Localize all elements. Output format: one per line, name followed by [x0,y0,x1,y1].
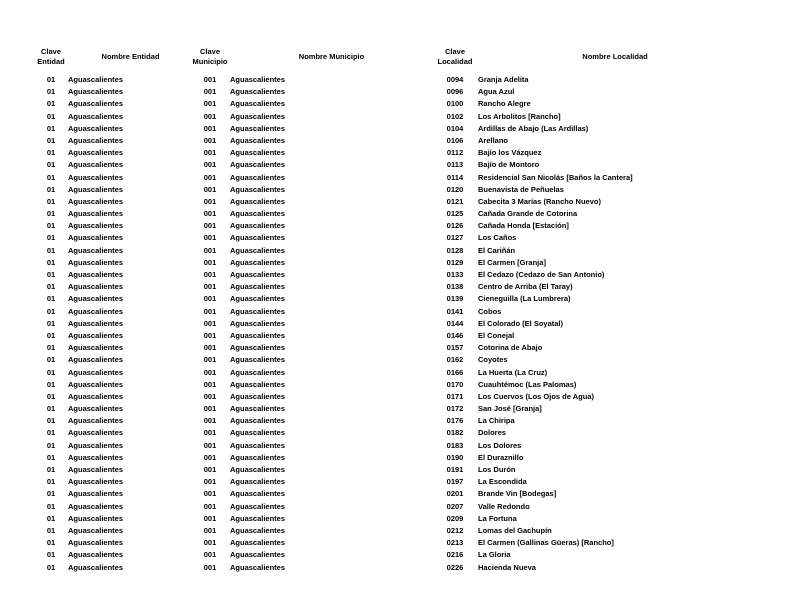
clave-municipio-cell: 001 [203,111,217,121]
clave-entidad-cell: 01 [46,391,56,401]
nombre-localidad-cell: Los Cuervos (Los Ojos de Agua) [478,391,594,401]
clave-entidad-cell: 01 [46,355,56,365]
table-row [36,281,758,293]
table-header-row [36,44,758,70]
nombre-entidad-cell: Aguascalientes [68,452,124,462]
nombre-municipio-cell: Aguascalientes [230,148,286,158]
nombre-municipio-cell: Aguascalientes [230,550,286,560]
table-row [36,415,758,427]
header-clave-entidad: Clave Entidad [37,47,65,66]
nombre-municipio-cell: Aguascalientes [230,99,286,109]
table-row [36,123,758,135]
nombre-municipio-cell: Aguascalientes [230,440,286,450]
table-row [36,330,758,342]
clave-entidad-cell: 01 [46,318,56,328]
clave-localidad-cell: 0207 [446,501,464,511]
nombre-localidad-cell: El Carmen (Gallinas Güeras) [Rancho] [478,538,614,548]
table-row [36,318,758,330]
nombre-localidad-cell: Cañada Grande de Cotorina [478,209,578,219]
table-row [36,525,758,537]
table-row [36,537,758,549]
table-row [36,172,758,184]
clave-entidad-cell: 01 [46,221,56,231]
clave-municipio-cell: 001 [203,306,217,316]
nombre-localidad-cell: Ardillas de Abajo (Las Ardillas) [478,123,589,133]
table-row [36,232,758,244]
table-row [36,208,758,220]
table-row [36,501,758,513]
clave-entidad-cell: 01 [46,562,56,572]
clave-municipio-cell: 001 [203,538,217,548]
nombre-localidad-cell: Cobos [478,306,502,316]
nombre-entidad-cell: Aguascalientes [68,501,124,511]
clave-entidad-cell: 01 [46,477,56,487]
table-row [36,427,758,439]
nombre-entidad-cell: Aguascalientes [68,440,124,450]
clave-municipio-cell: 001 [203,209,217,219]
nombre-municipio-cell: Aguascalientes [230,184,286,194]
nombre-entidad-cell: Aguascalientes [68,282,124,292]
nombre-entidad-cell: Aguascalientes [68,465,124,474]
clave-entidad-cell: 01 [46,379,56,389]
nombre-localidad-cell: Buenavista de Peñuelas [478,184,564,194]
nombre-localidad-cell: El Colorado (El Soyatal) [478,318,564,328]
nombre-municipio-cell: Aguascalientes [230,404,286,414]
table-row [36,147,758,159]
table-row [36,111,758,123]
clave-municipio-cell: 001 [203,513,217,523]
clave-localidad-cell: 0201 [446,489,464,499]
table-row [36,354,758,366]
nombre-municipio-cell: Aguascalientes [230,465,286,474]
nombre-entidad-cell: Aguascalientes [68,148,124,158]
nombre-municipio-cell: Aguascalientes [230,477,286,487]
clave-entidad-cell: 01 [46,489,56,499]
nombre-entidad-cell: Aguascalientes [68,343,124,353]
clave-municipio-cell: 001 [203,379,217,389]
clave-municipio-cell: 001 [203,75,217,84]
nombre-municipio-cell: Aguascalientes [230,160,286,170]
nombre-municipio-cell: Aguascalientes [230,209,286,219]
clave-municipio-cell: 001 [203,160,217,170]
nombre-municipio-cell: Aguascalientes [230,379,286,389]
nombre-localidad-cell: Brande Vin [Bodegas] [478,489,557,499]
clave-municipio-cell: 001 [203,501,217,511]
clave-municipio-cell: 001 [203,135,217,145]
clave-municipio-cell: 001 [203,452,217,462]
clave-localidad-cell: 0100 [446,99,464,109]
nombre-municipio-cell: Aguascalientes [230,270,286,279]
table-row [36,257,758,269]
nombre-localidad-cell: Residencial San Nicolás [Baños la Cantera] [478,172,633,182]
nombre-localidad-cell: El Carmen [Granja] [478,257,546,267]
clave-municipio-cell: 001 [203,294,217,304]
table-row [36,86,758,98]
nombre-municipio-cell: Aguascalientes [230,75,286,84]
clave-localidad-cell: 0157 [446,343,464,353]
table-row [36,549,758,561]
clave-entidad-cell: 01 [46,513,56,523]
nombre-municipio-cell: Aguascalientes [230,111,286,121]
clave-entidad-cell: 01 [46,416,56,426]
table-row [36,464,758,476]
clave-localidad-cell: 0102 [446,111,464,121]
nombre-localidad-cell: La Gloria [478,550,511,560]
nombre-entidad-cell: Aguascalientes [68,160,124,170]
nombre-entidad-cell: Aguascalientes [68,209,124,219]
clave-entidad-cell: 01 [46,245,56,255]
clave-municipio-cell: 001 [203,257,217,267]
nombre-entidad-cell: Aguascalientes [68,379,124,389]
clave-entidad-cell: 01 [46,172,56,182]
clave-entidad-cell: 01 [46,160,56,170]
nombre-municipio-cell: Aguascalientes [230,452,286,462]
nombre-municipio-cell: Aguascalientes [230,489,286,499]
nombre-localidad-cell: Hacienda Nueva [478,562,536,572]
clave-localidad-cell: 0226 [446,562,464,572]
nombre-entidad-cell: Aguascalientes [68,538,124,548]
clave-localidad-cell: 0113 [446,160,464,170]
nombre-localidad-cell: La Huerta (La Cruz) [478,367,548,377]
nombre-municipio-cell: Aguascalientes [230,355,286,365]
nombre-entidad-cell: Aguascalientes [68,489,124,499]
clave-municipio-cell: 001 [203,221,217,231]
nombre-entidad-cell: Aguascalientes [68,550,124,560]
table-row [36,342,758,354]
clave-localidad-cell: 0129 [446,257,464,267]
clave-entidad-cell: 01 [46,465,56,474]
clave-municipio-cell: 001 [203,428,217,438]
nombre-entidad-cell: Aguascalientes [68,221,124,231]
clave-localidad-cell: 0213 [446,538,464,548]
clave-entidad-cell: 01 [46,330,56,340]
clave-entidad-cell: 01 [46,306,56,316]
clave-entidad-cell: 01 [46,148,56,158]
table-row [36,98,758,110]
table-row [36,74,758,86]
clave-municipio-cell: 001 [203,562,217,572]
clave-municipio-cell: 001 [203,123,217,133]
table-row [36,306,758,318]
nombre-localidad-cell: Agua Azul [478,87,515,97]
clave-entidad-cell: 01 [46,501,56,511]
nombre-municipio-cell: Aguascalientes [230,87,286,97]
clave-entidad-cell: 01 [46,111,56,121]
clave-localidad-cell: 0126 [446,221,464,231]
clave-localidad-cell: 0141 [446,306,464,316]
nombre-localidad-cell: Valle Redondo [478,501,530,511]
nombre-entidad-cell: Aguascalientes [68,367,124,377]
clave-entidad-cell: 01 [46,525,56,535]
table-row [36,135,758,147]
nombre-entidad-cell: Aguascalientes [68,477,124,487]
clave-localidad-cell: 0128 [446,245,464,255]
clave-municipio-cell: 001 [203,87,217,97]
clave-municipio-cell: 001 [203,489,217,499]
table-row [36,476,758,488]
clave-localidad-cell: 0112 [446,148,464,158]
clave-municipio-cell: 001 [203,440,217,450]
clave-localidad-cell: 0170 [446,379,464,389]
nombre-municipio-cell: Aguascalientes [230,538,286,548]
nombre-municipio-cell: Aguascalientes [230,306,286,316]
nombre-localidad-cell: El Cariñán [478,245,516,255]
nombre-municipio-cell: Aguascalientes [230,367,286,377]
clave-localidad-cell: 0190 [446,452,464,462]
clave-localidad-cell: 0094 [446,75,464,84]
clave-entidad-cell: 01 [46,233,56,243]
clave-entidad-cell: 01 [46,87,56,97]
nombre-entidad-cell: Aguascalientes [68,123,124,133]
nombre-entidad-cell: Aguascalientes [68,257,124,267]
nombre-localidad-cell: Bajío los Vázquez [478,148,542,158]
nombre-entidad-cell: Aguascalientes [68,135,124,145]
nombre-municipio-cell: Aguascalientes [230,221,286,231]
table-row [36,391,758,403]
clave-localidad-cell: 0144 [446,318,464,328]
nombre-municipio-cell: Aguascalientes [230,196,286,206]
nombre-localidad-cell: Cuauhtémoc (Las Palomas) [478,379,577,389]
clave-localidad-cell: 0138 [446,282,464,292]
nombre-entidad-cell: Aguascalientes [68,75,124,84]
nombre-localidad-cell: Cañada Honda [Estación] [478,221,569,231]
clave-municipio-cell: 001 [203,355,217,365]
clave-localidad-cell: 0183 [446,440,464,450]
nombre-entidad-cell: Aguascalientes [68,270,124,279]
clave-entidad-cell: 01 [46,123,56,133]
nombre-entidad-cell: Aguascalientes [68,196,124,206]
table-row [36,403,758,415]
clave-entidad-cell: 01 [46,538,56,548]
clave-localidad-cell: 0216 [446,550,464,560]
clave-municipio-cell: 001 [203,550,217,560]
clave-localidad-cell: 0172 [446,404,464,414]
nombre-municipio-cell: Aguascalientes [230,391,286,401]
clave-entidad-cell: 01 [46,428,56,438]
nombre-localidad-cell: Bajío de Montoro [478,160,540,170]
localities-table [36,44,758,574]
header-nombre-municipio: Nombre Municipio [298,52,365,61]
table-row [36,440,758,452]
nombre-entidad-cell: Aguascalientes [68,525,124,535]
clave-entidad-cell: 01 [46,282,56,292]
nombre-entidad-cell: Aguascalientes [68,306,124,316]
clave-localidad-cell: 0127 [446,233,464,243]
table-row [36,452,758,464]
nombre-municipio-cell: Aguascalientes [230,318,286,328]
nombre-localidad-cell: La Escondida [478,477,527,487]
nombre-localidad-cell: Los Arbolitos [Rancho] [478,111,561,121]
nombre-entidad-cell: Aguascalientes [68,294,124,304]
nombre-localidad-cell: Los Dolores [478,440,522,450]
clave-municipio-cell: 001 [203,477,217,487]
nombre-entidad-cell: Aguascalientes [68,513,124,523]
nombre-entidad-cell: Aguascalientes [68,184,124,194]
header-nombre-localidad: Nombre Localidad [582,52,648,61]
nombre-municipio-cell: Aguascalientes [230,513,286,523]
clave-municipio-cell: 001 [203,282,217,292]
clave-municipio-cell: 001 [203,184,217,194]
nombre-municipio-cell: Aguascalientes [230,257,286,267]
clave-municipio-cell: 001 [203,525,217,535]
table-row [36,159,758,171]
nombre-localidad-cell: Arellano [478,135,509,145]
nombre-municipio-cell: Aguascalientes [230,343,286,353]
clave-localidad-cell: 0114 [446,172,464,182]
clave-municipio-cell: 001 [203,416,217,426]
clave-entidad-cell: 01 [46,404,56,414]
nombre-municipio-cell: Aguascalientes [230,416,286,426]
table-row [36,379,758,391]
nombre-localidad-cell: El Duraznillo [478,452,524,462]
table-row [36,184,758,196]
nombre-localidad-cell: Los Caños [478,233,517,243]
nombre-entidad-cell: Aguascalientes [68,391,124,401]
nombre-municipio-cell: Aguascalientes [230,501,286,511]
clave-entidad-cell: 01 [46,135,56,145]
table-row [36,562,758,574]
clave-municipio-cell: 001 [203,343,217,353]
nombre-entidad-cell: Aguascalientes [68,416,124,426]
nombre-entidad-cell: Aguascalientes [68,404,124,414]
clave-municipio-cell: 001 [203,330,217,340]
clave-localidad-cell: 0096 [446,87,464,97]
clave-entidad-cell: 01 [46,99,56,109]
clave-entidad-cell: 01 [46,367,56,377]
clave-municipio-cell: 001 [203,270,217,279]
clave-localidad-cell: 0162 [446,355,464,365]
clave-municipio-cell: 001 [203,99,217,109]
nombre-entidad-cell: Aguascalientes [68,355,124,365]
clave-entidad-cell: 01 [46,270,56,279]
clave-entidad-cell: 01 [46,343,56,353]
table-body [36,74,758,574]
nombre-municipio-cell: Aguascalientes [230,172,286,182]
header-clave-localidad: Clave Localidad [437,47,473,66]
clave-localidad-cell: 0197 [446,477,464,487]
nombre-municipio-cell: Aguascalientes [230,135,286,145]
nombre-entidad-cell: Aguascalientes [68,233,124,243]
header-nombre-entidad: Nombre Entidad [101,52,160,61]
nombre-entidad-cell: Aguascalientes [68,245,124,255]
clave-municipio-cell: 001 [203,465,217,474]
clave-entidad-cell: 01 [46,184,56,194]
clave-municipio-cell: 001 [203,233,217,243]
nombre-localidad-cell: Cieneguilla (La Lumbrera) [478,294,571,304]
clave-localidad-cell: 0209 [446,513,464,523]
clave-entidad-cell: 01 [46,440,56,450]
nombre-entidad-cell: Aguascalientes [68,99,124,109]
clave-municipio-cell: 001 [203,318,217,328]
nombre-localidad-cell: La Chiripa [478,416,515,426]
clave-entidad-cell: 01 [46,196,56,206]
clave-entidad-cell: 01 [46,294,56,304]
nombre-municipio-cell: Aguascalientes [230,233,286,243]
nombre-entidad-cell: Aguascalientes [68,87,124,97]
nombre-municipio-cell: Aguascalientes [230,525,286,535]
table-row [36,488,758,500]
clave-localidad-cell: 0166 [446,367,464,377]
nombre-localidad-cell: Rancho Alegre [478,99,531,109]
header-clave-municipio: Clave Municipio [192,47,228,66]
nombre-localidad-cell: Los Durón [478,465,516,474]
nombre-localidad-cell: Coyotes [478,355,508,365]
nombre-municipio-cell: Aguascalientes [230,123,286,133]
clave-localidad-cell: 0212 [446,525,464,535]
table-row [36,293,758,305]
table-row [36,245,758,257]
clave-localidad-cell: 0121 [446,196,464,206]
clave-entidad-cell: 01 [46,209,56,219]
nombre-municipio-cell: Aguascalientes [230,562,286,572]
table-row [36,220,758,232]
clave-localidad-cell: 0171 [446,391,464,401]
clave-entidad-cell: 01 [46,257,56,267]
nombre-localidad-cell: Lomas del Gachupín [478,525,552,535]
nombre-entidad-cell: Aguascalientes [68,111,124,121]
nombre-entidad-cell: Aguascalientes [68,562,124,572]
nombre-entidad-cell: Aguascalientes [68,318,124,328]
clave-municipio-cell: 001 [203,404,217,414]
table-row [36,196,758,208]
table-row [36,367,758,379]
nombre-entidad-cell: Aguascalientes [68,428,124,438]
nombre-localidad-cell: San José [Granja] [478,404,542,414]
table-row [36,513,758,525]
nombre-localidad-cell: Centro de Arriba (El Taray) [478,282,573,292]
nombre-municipio-cell: Aguascalientes [230,282,286,292]
nombre-localidad-cell: El Cedazo (Cedazo de San Antonio) [478,270,605,279]
clave-localidad-cell: 0182 [446,428,464,438]
nombre-entidad-cell: Aguascalientes [68,172,124,182]
clave-localidad-cell: 0176 [446,416,464,426]
clave-entidad-cell: 01 [46,550,56,560]
nombre-localidad-cell: Granja Adelita [478,75,529,84]
clave-localidad-cell: 0104 [446,123,464,133]
clave-municipio-cell: 001 [203,391,217,401]
clave-municipio-cell: 001 [203,196,217,206]
clave-localidad-cell: 0191 [446,465,464,474]
nombre-localidad-cell: Dolores [478,428,506,438]
nombre-municipio-cell: Aguascalientes [230,245,286,255]
nombre-localidad-cell: La Fortuna [478,513,517,523]
nombre-localidad-cell: El Conejal [478,330,515,340]
clave-entidad-cell: 01 [46,452,56,462]
clave-municipio-cell: 001 [203,148,217,158]
nombre-localidad-cell: Cotorina de Abajo [478,343,543,353]
clave-municipio-cell: 001 [203,245,217,255]
nombre-municipio-cell: Aguascalientes [230,428,286,438]
nombre-municipio-cell: Aguascalientes [230,294,286,304]
clave-localidad-cell: 0139 [446,294,464,304]
nombre-localidad-cell: Cabecita 3 Marías (Rancho Nuevo) [478,196,601,206]
clave-entidad-cell: 01 [46,75,56,84]
table-row [36,269,758,281]
clave-municipio-cell: 001 [203,172,217,182]
clave-localidad-cell: 0106 [446,135,464,145]
clave-localidad-cell: 0133 [446,270,464,279]
clave-localidad-cell: 0120 [446,184,464,194]
clave-localidad-cell: 0125 [446,209,464,219]
nombre-entidad-cell: Aguascalientes [68,330,124,340]
nombre-municipio-cell: Aguascalientes [230,330,286,340]
clave-localidad-cell: 0146 [446,330,464,340]
clave-municipio-cell: 001 [203,367,217,377]
